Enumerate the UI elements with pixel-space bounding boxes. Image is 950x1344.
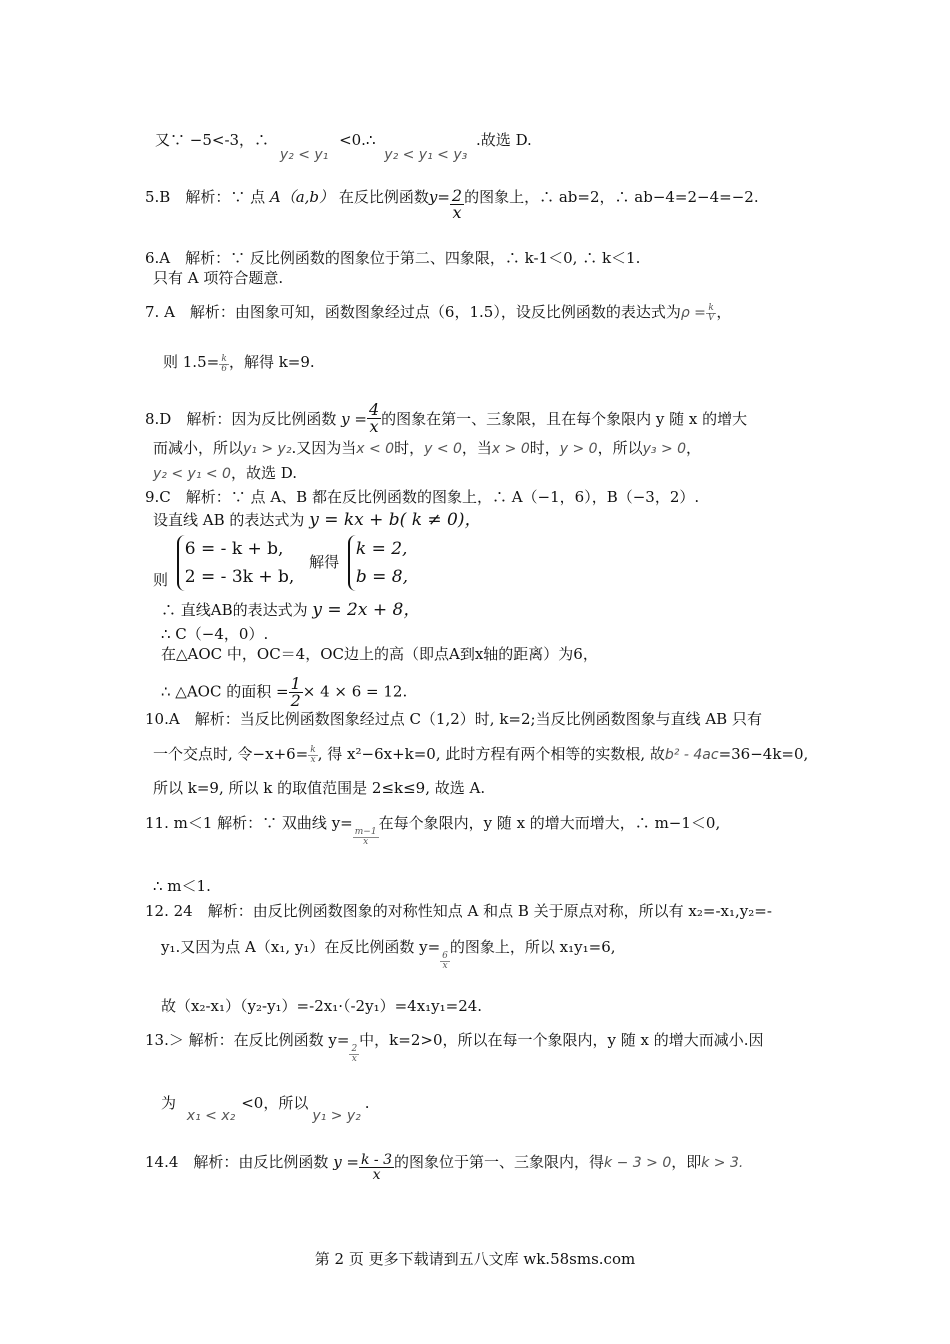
numerator: 2 (351, 1044, 358, 1054)
fraction (289, 676, 303, 709)
denominator: x (369, 417, 379, 436)
inequality: x₁ < x₂ (186, 1108, 236, 1124)
text: 在反比例函数 (338, 188, 429, 206)
text: =36−4k=0, (718, 745, 809, 763)
answer-12-b (161, 937, 616, 971)
text: ，当 (461, 439, 492, 457)
equation: 6 = - k + b, (184, 539, 284, 559)
text: 的图象上，所以 x₁y₁=6, (449, 938, 616, 956)
answer-9-e: 在△AOC 中，OC＝4，OC边上的高（即点A到x轴的距离）为6， (161, 645, 598, 663)
fraction (349, 1045, 359, 1064)
fraction (450, 188, 464, 221)
formula: b² - 4ac (664, 747, 719, 763)
answer-11 (145, 813, 720, 847)
numerator: 4 (368, 400, 380, 419)
text: . (364, 1094, 370, 1112)
denominator: x (363, 837, 369, 847)
text: 解得 (309, 553, 340, 571)
text: 5.B 解析：∵ 点 (145, 188, 266, 206)
inequality: y₂ < y₁ < 0 (153, 466, 231, 482)
denominator: V (707, 312, 715, 323)
numerator: 2 (451, 186, 463, 205)
text: .又因为当 (291, 439, 357, 457)
text: ∴ 直线AB的表达式为 (161, 601, 308, 619)
fraction (440, 952, 450, 971)
inequality: k − 3 > 0 (604, 1155, 672, 1171)
answer-7-b (163, 352, 315, 374)
fraction (353, 828, 379, 847)
text: 又∵ −5<-3，∴ (155, 131, 270, 149)
answer-13-b (161, 1093, 370, 1124)
text: 8.D 解析：因为反比例函数 (145, 410, 337, 428)
text: A（a,b） (269, 188, 335, 206)
numerator: 1 (290, 674, 301, 693)
text: 14.4 解析：由反比例函数 (145, 1153, 329, 1171)
answer-8-b (153, 438, 701, 459)
fraction (359, 1153, 394, 1182)
equation: k = 2, (355, 539, 408, 559)
text: <0.∴ (339, 131, 376, 149)
answer-12: 12. 24 解析：由反比例函数图象的对称性知点 A 和点 B 关于原点对称，所以有 x₂=-x₁,y₂=- (145, 902, 772, 920)
denominator: 2 (290, 691, 301, 710)
inequality: y₁ > y₂ (312, 1108, 361, 1124)
text: ，解得 k=9. (228, 353, 315, 371)
text: ， (716, 303, 732, 321)
text: 则 (153, 571, 169, 589)
fraction (706, 304, 717, 323)
text: 11. m＜1 解析：∵ 双曲线 y= (145, 814, 353, 832)
text: 一个交点时, 令−x+6= (153, 745, 309, 763)
answer-12-c: 故（x₂-x₁）（y₂-y₁）=-2x₁·（-2y₁）=4x₁y₁=24. (161, 997, 483, 1015)
fraction (367, 402, 381, 435)
inequality: x < 0 (356, 441, 395, 457)
text: × 4 × 6 = 12. (302, 682, 408, 701)
page-footer: 第 2 页 更多下载请到五八文库 wk.58sms.com (314, 1250, 636, 1268)
text: 则 1.5= (163, 353, 220, 371)
text: 设直线 AB 的表达式为 (153, 511, 305, 529)
numerator: 6 (442, 951, 448, 961)
answer-9-system (153, 535, 418, 591)
answer-9-d: ∴ C（−4，0）. (161, 625, 269, 643)
text: ，所以 (597, 439, 643, 457)
text: 的图象位于第一、三象限内，得 (394, 1153, 605, 1171)
denominator: x (372, 1167, 381, 1183)
text: 为 (161, 1094, 177, 1112)
formula: y = kx + b( k ≠ 0)， (309, 510, 482, 530)
text: , 得 x²−6x+k=0, 此时方程有两个相等的实数根, 故 (317, 745, 665, 763)
text: 的图象在第一、三象限，且在每个象限内 y 随 x 的增大 (381, 410, 748, 428)
text: 13.＞ 解析：在反比例函数 y= (145, 1031, 350, 1049)
formula: y = (333, 1153, 359, 1171)
inequality: y₂ < y₁ < y₃ (384, 147, 468, 163)
inequality: y < 0 (424, 441, 462, 457)
inequality: y > 0 (559, 441, 598, 457)
inequality: y₃ > 0 (642, 441, 687, 457)
denominator: x (452, 203, 462, 222)
text: 而减小，所以 (153, 439, 244, 457)
answer-9: 9.C 解析：∵ 点 A、B 都在反比例函数的图象上，∴ A（−1，6），B（−3，2）. (145, 488, 700, 506)
answer-10-b (153, 744, 808, 765)
solution-system (348, 535, 414, 591)
numerator: m−1 (354, 827, 377, 837)
formula: y = 2x + 8， (312, 600, 421, 620)
answer-11-b: ∴ m＜1. (153, 877, 211, 895)
answer-6: 6.A 解析：∵ 反比例函数的图象位于第二、四象限，∴ k-1＜0, ∴ k＜1. (145, 249, 641, 267)
answer-6-note: 只有 A 项符合题意. (153, 269, 284, 287)
text: ，故选 D. (230, 464, 297, 482)
inequality: y₂ < y₁ (279, 147, 329, 163)
denominator: x (351, 1054, 357, 1064)
text: .故选 D. (476, 131, 532, 149)
answer-14 (145, 1152, 743, 1182)
numerator: k (706, 304, 717, 314)
answer-13 (145, 1030, 764, 1064)
text: ，即 (671, 1153, 702, 1171)
numerator: k - 3 (361, 1152, 393, 1168)
equation: b = 8, (355, 567, 409, 587)
text: 的图象上，∴ ab=2，∴ ab−4=2−4=−2. (464, 188, 759, 206)
inequality: x > 0 (491, 441, 530, 457)
fraction (219, 355, 229, 374)
answer-9-f (161, 676, 407, 709)
formula: y = (341, 410, 367, 428)
answer-5 (145, 187, 759, 221)
formula: ρ = (680, 305, 706, 321)
text: <0，所以 (241, 1094, 309, 1112)
equation-system (177, 535, 300, 591)
denominator: 6 (221, 364, 227, 374)
text: 中，k=2>0，所以在每一个象限内，y 随 x 的增大而减小.因 (359, 1031, 764, 1049)
text: ∴ △AOC 的面积 = (161, 682, 289, 701)
text: 在每个象限内，y 随 x 的增大而增大，∴ m−1＜0, (378, 814, 721, 832)
numerator: k (310, 744, 316, 755)
answer-10: 10.A 解析：当反比例函数图象经过点 C（1,2）时, k=2;当反比例函数图象与直线 AB 只有 (145, 710, 762, 728)
text: 时， (529, 439, 560, 457)
equation: 2 = - 3k + b, (184, 567, 295, 587)
answer-8 (145, 402, 747, 435)
text: y₁.又因为点 A（x₁, y₁）在反比例函数 y= (161, 938, 441, 956)
line-1 (155, 130, 532, 163)
formula: y= (428, 188, 450, 206)
numerator: k (219, 355, 229, 365)
fraction (308, 746, 317, 765)
denominator: x (442, 961, 448, 971)
inequality: k > 3. (701, 1155, 744, 1171)
answer-8-c (153, 463, 297, 484)
text: 7. A 解析：由图象可知，函数图象经过点（6，1.5），设反比例函数的表达式为 (145, 303, 681, 321)
text: 时， (394, 439, 425, 457)
text: ， (686, 439, 702, 457)
answer-9-c (161, 600, 420, 620)
answer-7 (145, 302, 731, 323)
denominator: x (310, 754, 316, 765)
answer-10-c: 所以 k=9, 所以 k 的取值范围是 2≤k≤9, 故选 A. (153, 779, 486, 797)
answer-9-b (153, 510, 482, 530)
inequality: y₁ > y₂ (243, 441, 292, 457)
